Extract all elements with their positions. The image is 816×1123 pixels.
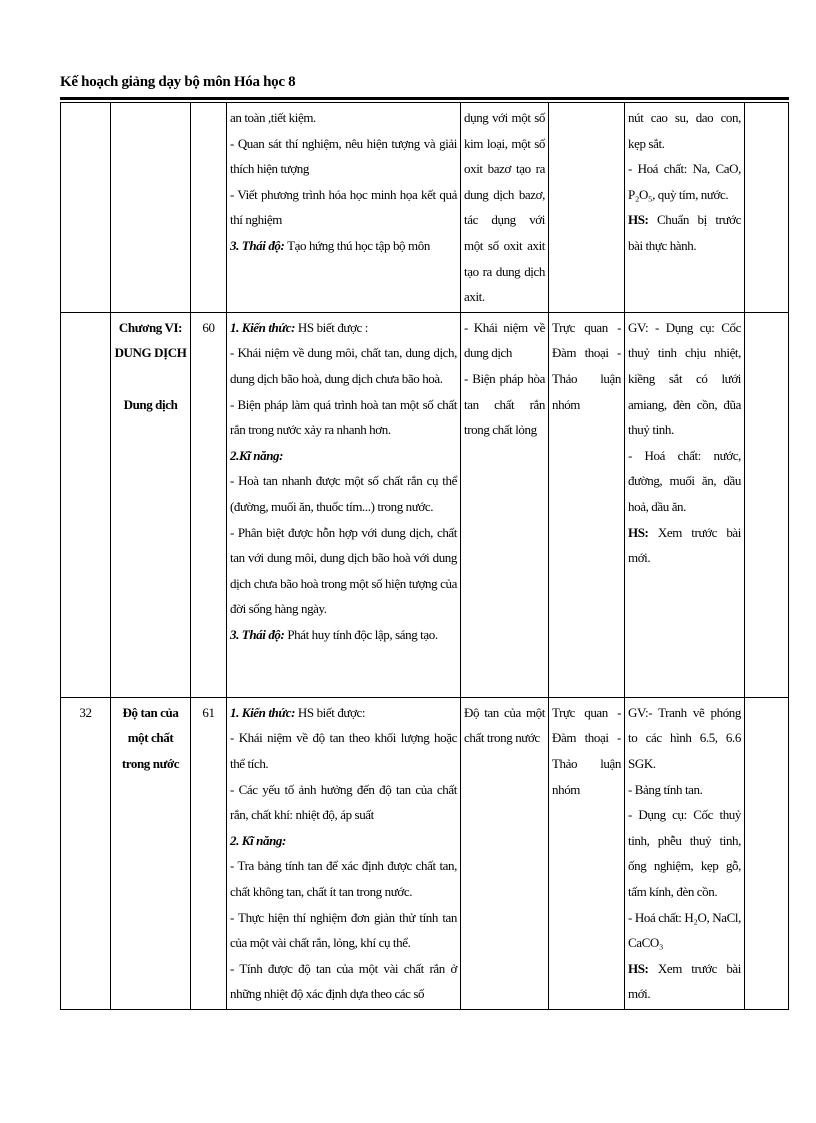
item-label: 2.Kĩ năng: [230,447,284,463]
focus-line: dụng với một số kim loại, một số oxit bazơ tạo ra dung dịch bazơ, tác dụng với một số oxit axit tạo ra dung dịch axit. [464,110,545,305]
cell-item [628,156,741,207]
item-text: - Quan sát thí nghiệm, nêu hiện tượng và giải thích hiện tượng [230,135,457,177]
item-text: - Biện pháp làm quá trình hoà tan một số chất rắn trong nước xảy ra nhanh hơn. [230,396,457,438]
preparation-cell [625,697,745,1009]
cell-item [230,182,457,233]
cell-item [628,105,741,156]
item-label: HS: [628,524,649,540]
item-label: 3. Thái độ: [230,626,285,642]
cell-item [230,233,457,259]
methods-cell: Trực quan - Đàm thoại - Thảo luận nhóm [549,697,625,1009]
item-label: HS: [628,212,649,228]
cell-item [230,131,457,182]
item-text: Chuẩn bị trước bài thực hành. [628,212,741,253]
cell-item [230,622,457,648]
cell-item [230,315,457,341]
table-row [61,103,789,313]
item-text: GV: - Dụng cụ: Cốc thuỷ tinh chịu nhiệt, kiềng sắt có lưới amiang, đèn cồn, đũa thuỷ tinh. [628,319,741,438]
item-text: - Hoà tan nhanh được một số chất rắn cụ thể (đường, muối ăn, thuốc tím...) trong nước. [230,473,457,514]
cell-item [230,956,457,1007]
cell-item [230,468,457,519]
notes-cell [745,103,789,313]
cell-item [230,105,457,131]
item-text: - Các yếu tố ảnh hưởng đến độ tan của chất rắn, chất khí: nhiệt độ, áp suất [230,781,457,823]
preparation-cell [625,312,745,697]
item-text: Phát huy tính độc lập, sáng tạo. [284,626,438,642]
item-text: an toàn ,tiết kiệm. [230,110,316,125]
cell-item [230,443,457,469]
item-text: - Khái niệm về độ tan theo khối lượng hoặc thể tích. [230,730,457,771]
notes-cell [745,697,789,1009]
goals-cell [227,697,461,1009]
notes-cell [745,312,789,697]
cell-item [230,828,457,854]
cell-item [628,700,741,777]
focus-cell [461,103,549,313]
cell-item [628,207,741,258]
item-text: nút cao su, dao con, kẹp sắt. [628,110,741,151]
item-label: 2. Kĩ năng: [230,832,286,848]
focus-cell [461,312,549,697]
item-label: 1. Kiến thức: [230,319,296,335]
item-label: 1. Kiến thức: [230,704,296,720]
methods-cell: Trực quan - Đàm thoại - Thảo luận nhóm [549,312,625,697]
cell-item [628,520,741,571]
page-header: Kế hoạch giảng dạy bộ môn Hóa học 8 [60,74,296,90]
cell-item [230,905,457,956]
cell-item [230,853,457,904]
cell-item [628,443,741,520]
focus-line: - Biện pháp hòa tan chất rắn trong chất lỏng [464,370,545,438]
period-cell: 61 [191,697,227,1009]
lesson-title-line: Độ tan của [122,704,179,720]
header-rule [60,97,789,100]
lesson-title-line: một chất [127,730,174,746]
lesson-plan-table [60,102,789,1010]
item-text: Tạo hứng thú học tập bộ môn [284,237,430,253]
lesson-title-line: trong nước [121,755,180,771]
table-row [61,312,789,697]
cell-item [628,905,741,956]
cell-item [230,520,457,622]
lesson-number-cell: 32 [61,697,111,1009]
focus-cell [461,697,549,1009]
lesson-title-cell [111,103,191,313]
lesson-number-cell [61,312,111,697]
focus-line: - Khái niệm về dung dịch [464,319,545,361]
item-label: 3. Thái độ: [230,237,285,253]
cell-item [230,725,457,776]
item-label: HS: [628,960,649,976]
item-text: - Phân biệt được hỗn hợp với dung dịch, chất tan với dung môi, dung dịch bão hoà với dung dịch chưa bão hoà trong một số hiện tượng của đời sống hàng ngày. [230,524,457,617]
item-text: - Dụng cụ: Cốc thuỷ tinh, phễu thuỷ tinh, ống nghiệm, kẹp gỗ, tấm kính, đèn cồn. [628,807,741,899]
cell-item [230,340,457,391]
lesson-title-line: Dung dịch [123,396,178,412]
item-text: - Hoá chất: Na, CaO, P₂O₅, quỳ tím, nước. [628,161,741,202]
item-text: - Bảng tính tan. [628,781,703,797]
goals-cell [227,103,461,313]
item-text: Xem trước bài mới. [628,960,741,1002]
preparation-cell [625,103,745,313]
item-text: - Tính được độ tan của một vài chất rắn ở những nhiệt độ xác định dựa theo các số [230,960,457,1002]
cell-item [628,802,741,904]
item-text: Xem trước bài mới. [628,524,741,566]
cell-item [628,777,741,803]
period-cell: 60 [191,312,227,697]
methods-cell [549,103,625,313]
cell-item [230,777,457,828]
item-text: - Hoá chất: nước, đường, muối ăn, dầu hoả, dầu ăn. [628,447,741,514]
item-text: HS biết được: [295,704,366,720]
lesson-title-cell [111,697,191,1009]
focus-line: Độ tan của một chất trong nước [464,704,545,746]
item-text: HS biết được : [295,319,368,335]
item-text: - Hoá chất: H₂O, NaCl, CaCO₃ [628,909,741,951]
period-cell [191,103,227,313]
item-text: - Thực hiện thí nghiệm đơn giản thử tính tan của một vài chất rắn, lỏng, khí cụ thể. [230,909,457,951]
cell-item [628,315,741,443]
item-text: - Khái niệm về dung môi, chất tan, dung dịch, dung dịch bão hoà, dung dịch chưa bão hoà. [230,345,457,386]
lesson-title-line: DUNG DỊCH [114,345,187,361]
cell-item [230,700,457,726]
cell-item [628,956,741,1007]
table-row [61,697,789,1009]
lesson-title-line: Chương VI: [118,319,183,335]
goals-cell [227,312,461,697]
item-text: - Viết phương trình hóa học minh họa kết quả thí nghiệm [230,186,457,228]
cell-item [230,392,457,443]
lesson-title-line [114,366,187,392]
lesson-title-cell [111,312,191,697]
item-text: - Tra bảng tính tan để xác định được chất tan, chất không tan, chất ít tan trong nước. [230,858,457,899]
lesson-number-cell [61,103,111,313]
item-text: GV:- Tranh vẽ phóng to các hình 6.5, 6.6 SGK. [628,704,741,771]
